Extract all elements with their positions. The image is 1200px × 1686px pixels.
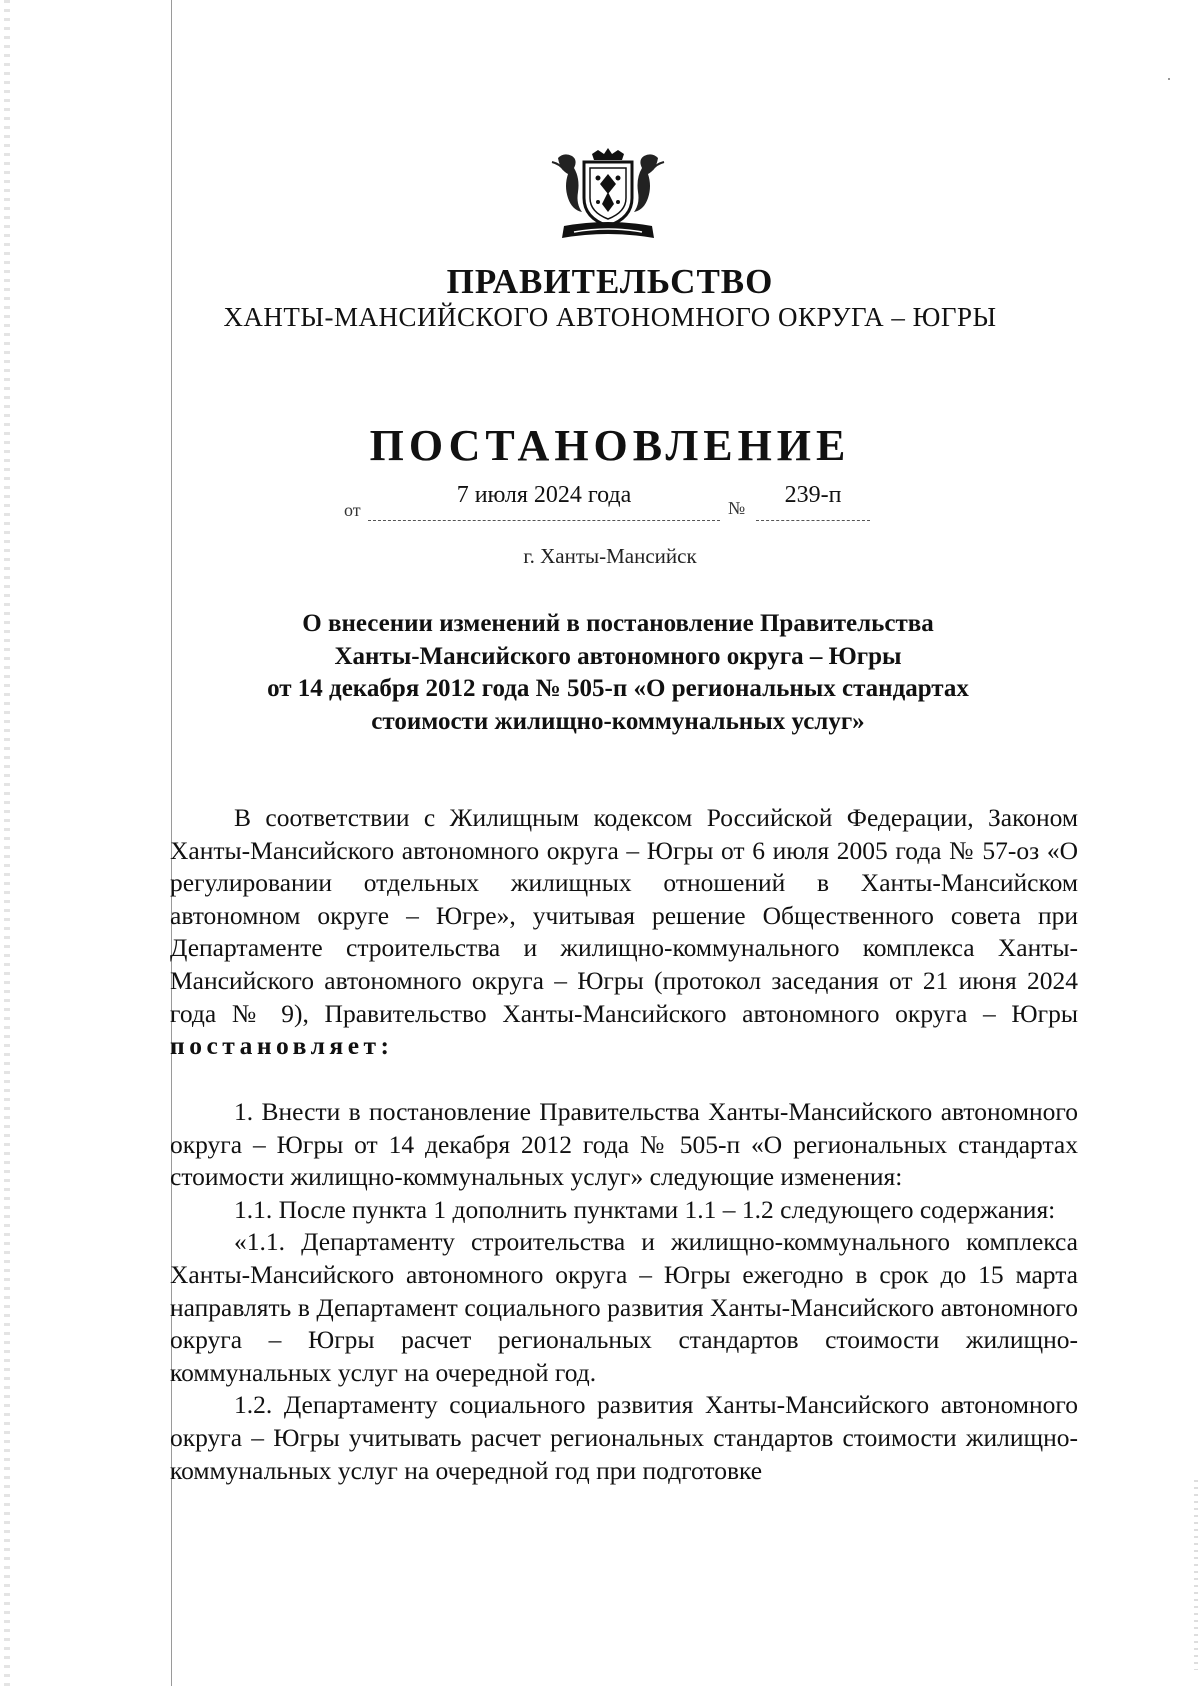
- preamble: [170, 802, 1078, 1063]
- title-line: Ханты-Мансийского автономного округа – Югры: [334, 642, 902, 670]
- quoted-item-1-2: 1.2. Департаменту социального развития Ханты-Мансийского автономного округа – Югры учитывать расчет региональных стандартов стоимости жилищно-коммунальных услуг на очередной год при подготовке: [170, 1390, 1078, 1485]
- preamble-text: В соответствии с Жилищным кодексом Российской Федерации, Законом Ханты-Мансийского автономного округа – Югры от 6 июля 2005 года № 57-оз «О регулировании отдельных жилищных отношений в Ханты-Мансийском автономном округе – Югре», учитывая решение Общественного совета при Департаменте строительства и жилищно-коммунального комплекса Ханты-Мансийского автономного округа – Югры (протокол заседания от 21 июня 2024 года № 9), Правительство Ханты-Мансийского автономного округа – Югры: [170, 803, 1078, 1028]
- quoted-item-1-1: «1.1. Департаменту строительства и жилищно-коммунального комплекса Ханты-Мансийского автономного округа – Югры ежегодно в срок до 15 марта направлять в Департамент социального развития Ханты-Мансийского автономного округа – Югры расчет региональных стандартов стоимости жилищно-коммунальных услуг на очередной год.: [170, 1227, 1078, 1387]
- document-date: 7 июля 2024 года: [456, 482, 632, 508]
- number-underline: [756, 520, 870, 521]
- decree-items: [170, 1096, 1078, 1487]
- scan-speck: [1168, 78, 1170, 80]
- resolves-keyword: постановляет:: [170, 1031, 394, 1061]
- scan-edge-artifact: [4, 0, 10, 1686]
- document-number: 239-п: [784, 482, 842, 508]
- item-1-1: 1.1. После пункта 1 дополнить пунктами 1.1 – 1.2 следующего содержания:: [234, 1194, 1056, 1224]
- item-1: 1. Внести в постановление Правительства Ханты-Мансийского автономного округа – Югры от 14 декабря 2012 года № 505-п «О региональных стандартах стоимости жилищно-коммунальных услуг» следующие изменения:: [170, 1097, 1078, 1192]
- scan-edge-artifact-right: [1194, 1480, 1198, 1670]
- coat-of-arms-icon: [550, 148, 666, 244]
- preamble-paragraph: [170, 802, 1078, 1063]
- document-type: ПОСТАНОВЛЕНИЕ: [369, 421, 851, 470]
- title-line: стоимости жилищно-коммунальных услуг»: [371, 707, 865, 735]
- document-title: [196, 608, 1040, 738]
- date-underline: [368, 520, 720, 521]
- date-prefix: от: [344, 500, 361, 520]
- city: г. Ханты-Мансийск: [523, 544, 697, 568]
- government-region: ХАНТЫ-МАНСИЙСКОГО АВТОНОМНОГО ОКРУГА – ЮГРЫ: [223, 302, 997, 332]
- title-line: О внесении изменений в постановление Правительства: [302, 610, 934, 637]
- title-line: от 14 декабря 2012 года № 505-п «О региональных стандартах: [267, 675, 969, 702]
- government-title: ПРАВИТЕЛЬСТВО: [446, 262, 774, 301]
- number-prefix: №: [728, 498, 746, 518]
